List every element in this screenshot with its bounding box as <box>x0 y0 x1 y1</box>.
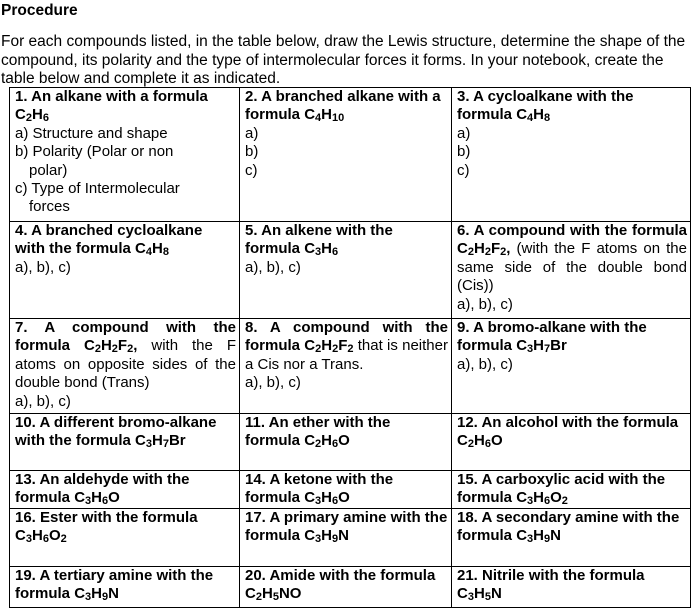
compound-cell <box>452 414 691 471</box>
chemical-formula: C2H6O <box>457 432 503 451</box>
answer-line: c) Type of Intermolecular <box>15 180 180 198</box>
procedure-instructions: For each compounds listed, in the table below, draw the Lewis structure, determine the shape of the compound, its polarity and the type of intermolecular forces it forms. In your notebook, create the table below and complete it as indicated. <box>1 33 686 88</box>
answer-line: a), b), c) <box>15 392 71 410</box>
table-row <box>10 222 691 319</box>
chemical-formula: C3H9N <box>516 527 561 546</box>
compound-title: 4. A branched cycloalkane with the formula C4H8 <box>15 222 203 259</box>
compound-cell <box>452 509 691 567</box>
answer-line: a) <box>457 124 471 142</box>
chemical-formula: C3H5N <box>457 585 502 604</box>
table-row <box>10 414 691 471</box>
table-row <box>10 471 691 509</box>
table-row <box>10 509 691 567</box>
chemical-formula: C4H10 <box>304 106 345 125</box>
compound-cell <box>240 509 452 567</box>
answer-line: a), b), c) <box>457 295 513 313</box>
compound-description: with the F atoms on opposite sides of the double bond (Trans) <box>15 337 236 392</box>
answer-line: a), b), c) <box>245 374 301 392</box>
compound-cell <box>240 222 452 319</box>
compound-title: 12. An alcohol with the formula C2H6O <box>457 414 679 451</box>
compound-cell <box>10 471 240 509</box>
chemical-formula: C2H2F2 <box>83 337 134 356</box>
chemical-formula: C3H7Br <box>516 337 567 356</box>
compound-cell <box>452 222 691 319</box>
chemical-formula: C3H6O2 <box>516 489 568 508</box>
answer-line: c) <box>245 161 258 179</box>
compound-cell <box>10 88 240 222</box>
compound-cell <box>10 414 240 471</box>
compound-title: 9. A bromo-alkane with the formula C3H7Br <box>457 319 647 356</box>
chemical-formula: C3H6O <box>74 489 120 508</box>
chemical-formula: C2H6O <box>304 432 350 451</box>
compound-title: 17. A primary amine with the formula C3H9N <box>245 509 448 546</box>
answer-line: a), b), c) <box>457 355 513 373</box>
procedure-heading: Procedure <box>1 2 78 19</box>
compound-title: 2. A branched alkane with a formula C4H10 <box>245 88 441 125</box>
chemical-formula: C3H7Br <box>135 432 186 451</box>
table-row <box>10 88 691 222</box>
chemical-formula: C2H5NO <box>245 585 302 604</box>
compound-cell <box>10 509 240 567</box>
answer-line: b) <box>245 143 259 161</box>
compound-title: 3. A cycloalkane with the formula C4H8 <box>457 88 634 125</box>
answer-line: b) <box>457 143 471 161</box>
compound-title: 21. Nitrile with the formula C3H5N <box>457 567 645 604</box>
compound-title: 13. An aldehyde with the formula C3H6O <box>15 471 190 508</box>
chemical-formula: C4H8 <box>516 106 551 125</box>
compound-cell <box>452 319 691 414</box>
compound-cell <box>10 222 240 319</box>
chemical-formula: C2H2F2 <box>457 240 507 259</box>
answer-line: a), b), c) <box>245 258 301 276</box>
compound-title: 7. A compound with the formula C2H2F2, <box>15 319 236 356</box>
compound-cell <box>452 471 691 509</box>
compound-title: 6. A compound with the formula C2H2F2, <box>457 222 687 259</box>
answer-line: polar) <box>29 161 68 179</box>
compound-title: 20. Amide with the formula C2H5NO <box>245 567 436 604</box>
compound-cell <box>452 567 691 608</box>
answer-line: a) Structure and shape <box>15 124 168 142</box>
answer-line: forces <box>29 198 70 216</box>
chemical-formula: C3H6 <box>304 240 339 259</box>
compound-cell <box>240 414 452 471</box>
compound-title: 19. A tertiary amine with the formula C3H9N <box>15 567 214 604</box>
chemical-formula: C2H2F2 <box>304 337 354 356</box>
chemical-formula: C3H9N <box>74 585 119 604</box>
compound-cell <box>240 567 452 608</box>
compound-title: 14. A ketone with the formula C3H6O <box>245 471 394 508</box>
compound-title: 5. An alkene with the formula C3H6 <box>245 222 393 259</box>
compound-title: 1. An alkane with a formula C2H6 <box>15 88 208 125</box>
compound-title: 15. A carboxylic acid with the formula C3H6O2 <box>457 471 666 508</box>
compound-title: 18. A secondary amine with the formula C3H9N <box>457 509 680 546</box>
compound-title: 8. A compound with the formula C2H2F2 <box>245 319 448 356</box>
compound-cell <box>240 88 452 222</box>
table-row <box>10 319 691 414</box>
answer-line: b) Polarity (Polar or non <box>15 143 174 161</box>
compound-cell <box>10 319 240 414</box>
answer-line: a), b), c) <box>15 258 71 276</box>
chemical-formula: C2H6 <box>15 106 49 125</box>
compound-cell <box>240 319 452 414</box>
compound-cell <box>452 88 691 222</box>
chemical-formula: C3H6O2 <box>15 527 67 546</box>
chemical-formula: C3H9N <box>304 527 349 546</box>
answer-line: c) <box>457 161 470 179</box>
answer-line: a) <box>245 124 259 142</box>
compound-description: that is neither a Cis nor a Trans. <box>245 337 448 373</box>
compound-title: 10. A different bromo-alkane with the formula C3H7Br <box>15 414 217 451</box>
table-row <box>10 567 691 608</box>
compound-title: 11. An ether with the formula C2H6O <box>245 414 391 451</box>
chemical-formula: C4H8 <box>135 240 169 259</box>
compounds-table <box>9 87 691 608</box>
chemical-formula: C3H6O <box>304 489 350 508</box>
compound-title: 16. Ester with the formula C3H6O2 <box>15 509 198 546</box>
compound-cell <box>10 567 240 608</box>
compound-cell <box>240 471 452 509</box>
compound-description: (with the F atoms on the same side of the double bond (Cis)) <box>457 240 687 295</box>
